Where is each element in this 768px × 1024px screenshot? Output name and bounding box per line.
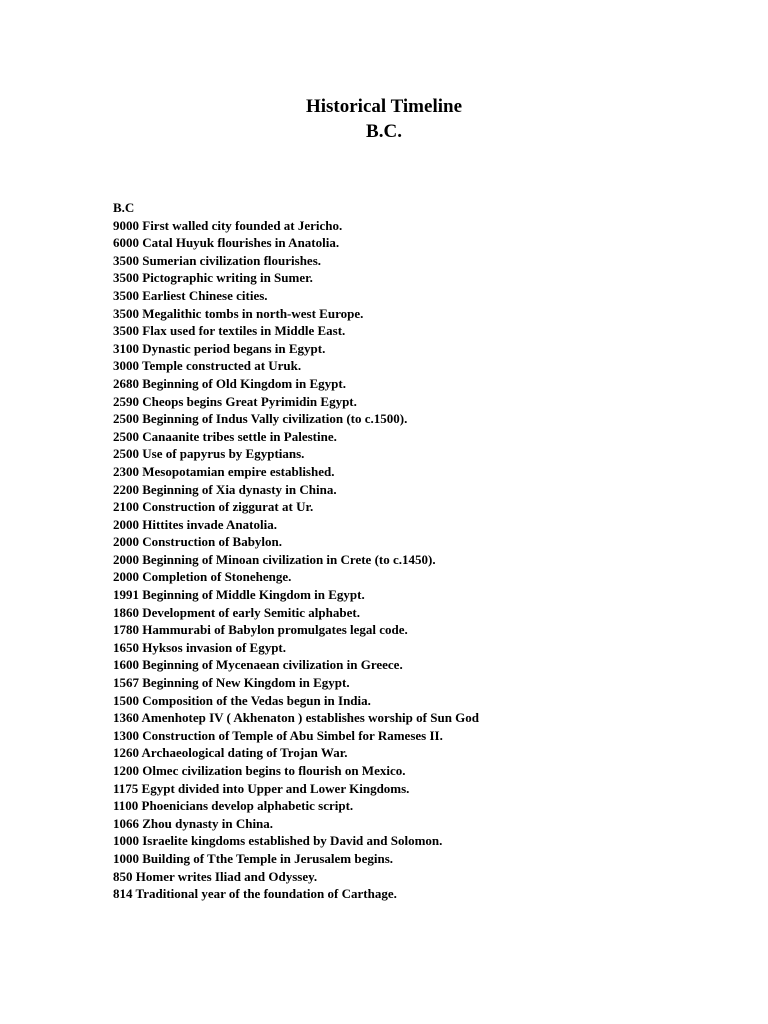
entry-event: Cheops begins Great Pyrimidin Egypt. — [142, 393, 357, 409]
entry-year: 814 — [113, 886, 133, 902]
entry-event: Construction of ziggurat at Ur. — [142, 499, 314, 515]
entry-year: 2680 — [113, 375, 139, 391]
section-label: B.C — [113, 200, 135, 215]
entry-event: Zhou dynasty in China. — [142, 815, 274, 831]
timeline-entry — [113, 639, 713, 657]
entry-event: Construction of Babylon. — [142, 534, 283, 550]
entry-year: 1500 — [113, 692, 139, 708]
timeline-entry — [113, 269, 713, 287]
entry-year: 2500 — [113, 446, 139, 462]
timeline-entry — [113, 727, 713, 745]
entry-year: 1260 — [113, 745, 139, 761]
entry-event: Egypt divided into Upper and Lower Kingdoms. — [141, 780, 410, 796]
timeline-entry — [113, 428, 713, 446]
entry-year: 1100 — [113, 798, 139, 814]
entry-event: Use of papyrus by Egyptians. — [142, 446, 305, 462]
entry-event: First walled city founded at Jericho. — [142, 217, 343, 233]
entry-event: Beginning of Minoan civilization in Crete (to c.1450). — [142, 551, 436, 567]
timeline-entry — [113, 815, 713, 833]
timeline-entry — [113, 551, 713, 569]
timeline-entry — [113, 656, 713, 674]
timeline-entry — [113, 885, 713, 903]
timeline-entry — [113, 340, 713, 358]
entry-event: Traditional year of the foundation of Carthage. — [135, 886, 397, 902]
timeline-entry — [113, 217, 713, 235]
timeline-list — [113, 199, 713, 903]
timeline-entry — [113, 357, 713, 375]
timeline-entry — [113, 498, 713, 516]
entry-year: 850 — [113, 868, 133, 884]
timeline-entry — [113, 850, 713, 868]
entry-event: Canaanite tribes settle in Palestine. — [142, 428, 337, 444]
page-subtitle: B.C. — [366, 121, 402, 142]
timeline-entry — [113, 410, 713, 428]
entry-year: 1360 — [113, 710, 139, 726]
entry-event: Dynastic period begans in Egypt. — [142, 340, 326, 356]
entry-year: 6000 — [113, 235, 139, 251]
timeline-entry — [113, 533, 713, 551]
timeline-entry — [113, 692, 713, 710]
entry-event: Building of Tthe Temple in Jerusalem begins. — [142, 850, 394, 866]
timeline-entry — [113, 463, 713, 481]
timeline-entry — [113, 780, 713, 798]
entry-event: Olmec civilization begins to flourish on Mexico. — [142, 763, 406, 778]
timeline-entries — [113, 217, 713, 903]
entry-year: 2000 — [113, 569, 139, 585]
entry-year: 2590 — [113, 393, 139, 409]
entry-year: 1300 — [113, 727, 139, 743]
entry-event: Completion of Stonehenge. — [142, 569, 292, 585]
entry-year: 1175 — [113, 780, 139, 796]
entry-event: Sumerian civilization flourishes. — [142, 252, 321, 268]
timeline-entry — [113, 516, 713, 534]
entry-year: 3100 — [113, 340, 139, 356]
entry-event: Beginning of Mycenaean civilization in Greece. — [142, 657, 403, 673]
entry-event: Catal Huyuk flourishes in Anatolia. — [142, 235, 340, 251]
entry-year: 1000 — [113, 850, 139, 866]
entry-year: 2300 — [113, 463, 139, 479]
timeline-entry — [113, 568, 713, 586]
timeline-entry — [113, 621, 713, 639]
entry-year: 3500 — [113, 252, 139, 268]
timeline-entry — [113, 322, 713, 340]
entry-year: 1991 — [113, 587, 139, 603]
entry-year: 3500 — [113, 305, 139, 321]
entry-event: Mesopotamian empire established. — [142, 463, 335, 479]
entry-event: Development of early Semitic alphabet. — [142, 604, 360, 620]
entry-event: Israelite kingdoms established by David and Solomon. — [142, 833, 443, 849]
timeline-entry — [113, 762, 713, 780]
entry-event: Beginning of Old Kingdom in Egypt. — [142, 375, 346, 391]
timeline-entry — [113, 445, 713, 463]
timeline-entry — [113, 586, 713, 604]
entry-event: Flax used for textiles in Middle East. — [142, 323, 346, 339]
entry-year: 1860 — [113, 604, 139, 620]
page-title: Historical Timeline — [305, 96, 463, 117]
timeline-entry — [113, 709, 713, 727]
entry-year: 3500 — [113, 270, 139, 286]
entry-year: 3000 — [113, 358, 139, 374]
entry-year: 1000 — [113, 833, 139, 849]
timeline-entry — [113, 305, 713, 323]
entry-year: 3500 — [113, 287, 139, 303]
entry-year: 1066 — [113, 815, 139, 831]
timeline-entry — [113, 744, 713, 762]
timeline-entry — [113, 393, 713, 411]
entry-event: Beginning of New Kingdom in Egypt. — [142, 675, 350, 691]
timeline-entry — [113, 604, 713, 622]
entry-event: Beginning of Middle Kingdom in Egypt. — [142, 587, 365, 603]
timeline-entry — [113, 252, 713, 270]
entry-year: 2000 — [113, 534, 139, 550]
timeline-entry — [113, 797, 713, 815]
entry-event: Megalithic tombs in north-west Europe. — [142, 305, 364, 321]
entry-year: 2200 — [113, 481, 139, 497]
entry-year: 1200 — [113, 763, 139, 778]
entry-year: 9000 — [113, 217, 139, 233]
entry-year: 1650 — [113, 639, 139, 655]
entry-event: Hammurabi of Babylon promulgates legal code. — [142, 622, 408, 638]
entry-event: Hittites invade Anatolia. — [142, 516, 277, 532]
entry-event: Hyksos invasion of Egypt. — [142, 639, 287, 655]
entry-event: Phoenicians develop alphabetic script. — [141, 798, 354, 814]
entry-event: Amenhotep IV ( Akhenaton ) establishes worship of Sun God — [141, 710, 480, 726]
title-block — [0, 94, 768, 144]
entry-year: 1780 — [113, 622, 139, 638]
entry-event: Homer writes Iliad and Odyssey. — [135, 868, 318, 884]
timeline-entry — [113, 832, 713, 850]
entry-year: 2500 — [113, 411, 139, 427]
timeline-entry — [113, 287, 713, 305]
entry-year: 3500 — [113, 323, 139, 339]
entry-year: 1600 — [113, 657, 139, 673]
timeline-entry — [113, 481, 713, 499]
timeline-entry — [113, 868, 713, 886]
timeline-entry — [113, 375, 713, 393]
entry-event: Pictographic writing in Sumer. — [142, 270, 313, 286]
entry-event: Composition of the Vedas begun in India. — [142, 692, 371, 708]
timeline-entry — [113, 234, 713, 252]
entry-event: Earliest Chinese cities. — [142, 287, 268, 303]
entry-event: Construction of Temple of Abu Simbel for Rameses II. — [142, 727, 443, 743]
entry-event: Beginning of Xia dynasty in China. — [142, 481, 337, 497]
entry-year: 2500 — [113, 428, 139, 444]
entry-year: 2100 — [113, 499, 139, 515]
timeline-entry — [113, 674, 713, 692]
entry-year: 2000 — [113, 551, 139, 567]
entry-event: Temple constructed at Uruk. — [142, 358, 302, 374]
entry-year: 1567 — [113, 675, 139, 691]
entry-event: Archaeological dating of Trojan War. — [141, 745, 348, 761]
entry-year: 2000 — [113, 516, 139, 532]
entry-event: Beginning of Indus Vally civilization (to c.1500). — [142, 411, 408, 427]
